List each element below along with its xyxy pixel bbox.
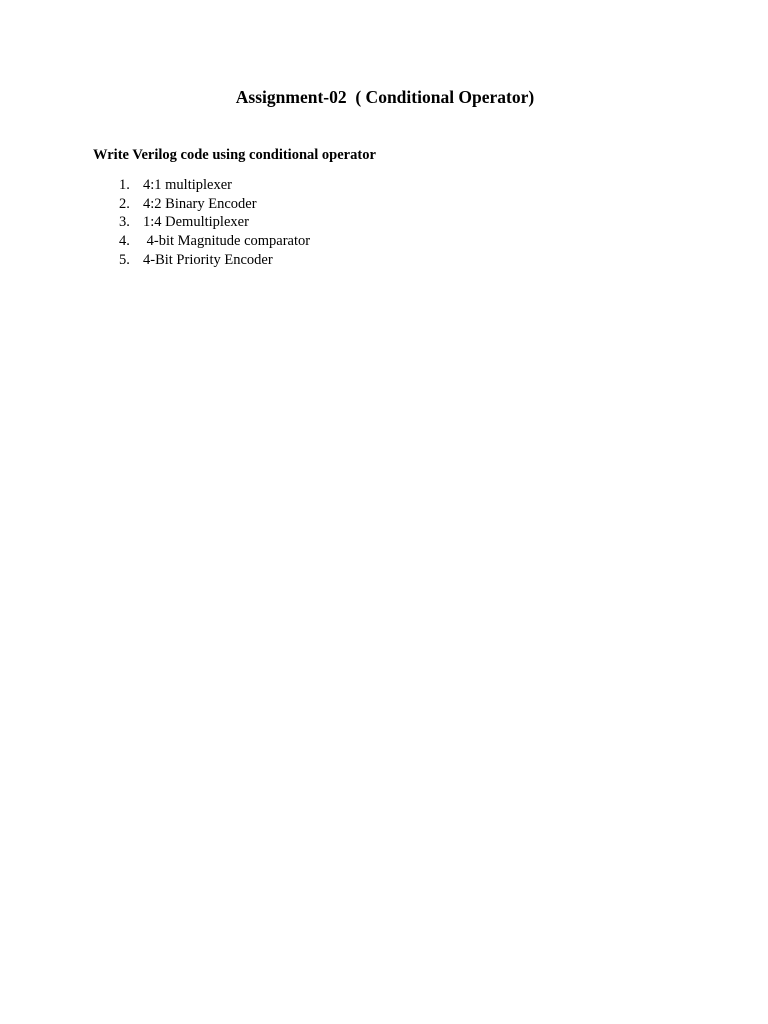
list-item-number: 4. xyxy=(119,233,130,250)
instruction-heading: Write Verilog code using conditional operator xyxy=(93,147,376,163)
list-item xyxy=(119,195,310,214)
list-item-text: 4:1 multiplexer xyxy=(143,177,232,193)
list-item xyxy=(119,251,310,270)
list-item-number: 5. xyxy=(119,251,130,268)
list-item-number: 1. xyxy=(119,177,130,193)
list-item xyxy=(119,176,310,195)
list-item-text: 1:4 Demultiplexer xyxy=(143,214,249,231)
list-item xyxy=(119,213,310,232)
list-item-number: 3. xyxy=(119,214,130,231)
page-title: Assignment-02 ( Conditional Operator) xyxy=(235,87,535,107)
list-item-number: 2. xyxy=(119,195,130,212)
list-item-text: 4-bit Magnitude comparator xyxy=(143,233,311,250)
task-list xyxy=(119,176,310,269)
list-item xyxy=(119,232,310,251)
list-item-text: 4:2 Binary Encoder xyxy=(143,195,257,212)
list-item-text: 4-Bit Priority Encoder xyxy=(143,251,273,268)
